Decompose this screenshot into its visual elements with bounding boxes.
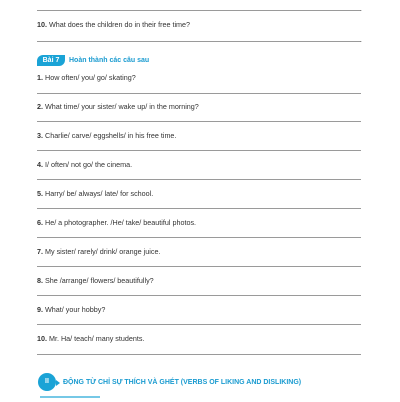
question-number: 6.: [37, 218, 43, 227]
bullet-arrow-icon: [56, 380, 60, 386]
question-number: 10.: [37, 334, 47, 343]
section-subtitle: (VERBS OF LIKING AND DISLIKING): [180, 379, 302, 386]
question-number: 5.: [37, 189, 43, 198]
answer-line[interactable]: [37, 354, 361, 355]
question-number: 9.: [37, 305, 43, 314]
answer-line[interactable]: [37, 121, 361, 122]
question-text: I/ often/ not go/ the cinema.: [45, 160, 133, 169]
question-item: [37, 102, 199, 111]
question-number: 7.: [37, 247, 43, 256]
line-end-dot: .: [360, 37, 362, 44]
answer-line[interactable]: [37, 179, 361, 180]
question-number: 1.: [37, 73, 43, 82]
section-title-text: ĐỘNG TỪ CHỈ SỰ THÍCH VÀ GHÉT: [63, 379, 179, 386]
question-item: [37, 160, 132, 169]
question-text: What time/ your sister/ wake up/ in the morning?: [45, 102, 199, 111]
question-text: Charlie/ carve/ eggshells/ in his free time.: [45, 131, 177, 140]
answer-line[interactable]: [37, 237, 361, 238]
question-number: 10.: [37, 20, 47, 29]
question-text: She /arrange/ flowers/ beautifully?: [45, 276, 154, 285]
answer-line[interactable]: [37, 93, 361, 94]
question-text: Harry/ be/ always/ late/ for school.: [45, 189, 154, 198]
question-number: 2.: [37, 102, 43, 111]
question-item: [37, 276, 154, 285]
question-number: 3.: [37, 131, 43, 140]
answer-line[interactable]: [37, 41, 361, 42]
question-text: What/ your hobby?: [45, 305, 106, 314]
cropped-next-line: [40, 396, 100, 402]
question-number: 8.: [37, 276, 43, 285]
answer-line[interactable]: [37, 266, 361, 267]
line-end-dot: .: [360, 6, 362, 13]
exercise-badge: Bài 7: [37, 55, 65, 66]
question-item: [37, 218, 196, 227]
question-text: Mr. Ha/ teach/ many students.: [49, 334, 145, 343]
question-text: My sister/ rarely/ drink/ orange juice.: [45, 247, 161, 256]
exercise-title: Hoàn thành các câu sau: [69, 57, 150, 64]
question-item: [37, 73, 136, 82]
question-text: What does the children do in their free time?: [49, 20, 191, 29]
section-title: [63, 378, 301, 387]
question-prev-10: [37, 20, 190, 29]
question-item: [37, 305, 105, 314]
answer-line[interactable]: [37, 295, 361, 296]
question-text: How often/ you/ go/ skating?: [45, 73, 136, 82]
question-item: [37, 247, 160, 256]
question-text: He/ a photographer. /He/ take/ beautiful photos.: [45, 218, 197, 227]
answer-line[interactable]: [37, 324, 361, 325]
question-item: [37, 131, 176, 140]
question-item: [37, 334, 144, 343]
section-number-badge: II: [38, 373, 56, 391]
answer-line[interactable]: [37, 208, 361, 209]
answer-line[interactable]: [37, 10, 361, 11]
answer-line[interactable]: [37, 150, 361, 151]
question-number: 4.: [37, 160, 43, 169]
question-item: [37, 189, 153, 198]
